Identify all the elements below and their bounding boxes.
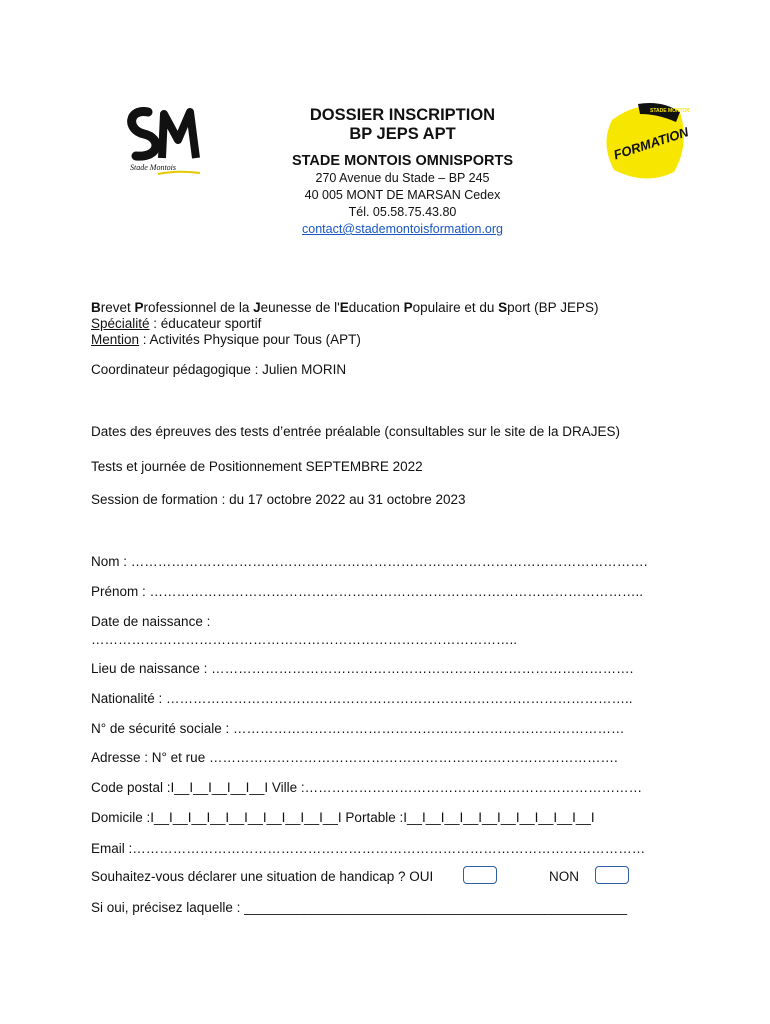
phone-fields[interactable]: Domicile :I__I__I__I__I__I__I__I__I__I__I Portable :I__I__I__I__I__I__I__I__I__I__I (91, 810, 595, 825)
stade-montois-logo (118, 100, 210, 184)
diploma-text: port (BP JEPS) (507, 300, 599, 315)
diploma-letter-p: P (134, 300, 144, 315)
birth-place-field[interactable]: Lieu de naissance : …………………………………………………………………………………. (91, 661, 634, 676)
diploma-letter-b: B (91, 300, 101, 315)
oui-checkbox[interactable] (463, 866, 497, 884)
birth-date-field[interactable]: ………………………………………………………………………………….. (91, 632, 518, 647)
nom-field[interactable]: Nom : ……………………………………………………………………………………………………. (91, 554, 648, 569)
non-label: NON (549, 869, 579, 884)
diploma-letter-e: E (339, 300, 349, 315)
diploma-text: eunesse de l' (260, 300, 340, 315)
coordinator-line: Coordinateur pédagogique : Julien MORIN (91, 362, 347, 377)
diploma-text: revet (100, 300, 135, 315)
formation-badge-icon (598, 98, 690, 182)
speciality-label: Spécialité (91, 316, 150, 331)
handicap-question: Souhaitez-vous déclarer une situation de handicap ? OUI (91, 869, 434, 884)
email-field[interactable]: Email :…………………………………………………………………………………………………… (91, 841, 646, 856)
non-checkbox[interactable] (595, 866, 629, 884)
address-line-1: 270 Avenue du Stade – BP 245 (315, 171, 490, 185)
diploma-letter-p2: P (403, 300, 413, 315)
mention-label: Mention (91, 332, 140, 347)
diploma-letter-j: J (253, 300, 261, 315)
formation-logo (598, 98, 690, 182)
ssn-field[interactable]: N° de sécurité sociale : …………………………………………………………………………… (91, 721, 625, 736)
logo-right-small-text: STADE MONTOIS (650, 108, 690, 114)
handicap-detail-field[interactable]: Si oui, précisez laquelle : ___________________________________________________ (91, 900, 627, 915)
address-line-2: 40 005 MONT DE MARSAN Cedex (304, 188, 501, 202)
title-line-1: DOSSIER INSCRIPTION (309, 106, 496, 124)
organization-name: STADE MONTOIS OMNISPORTS (291, 153, 513, 169)
nationality-field[interactable]: Nationalité : ………………………………………………………………………………………….. (91, 691, 633, 706)
mention-value: : Activités Physique pour Tous (APT) (139, 332, 361, 347)
speciality-value: : éducateur sportif (149, 316, 262, 331)
postal-city-field[interactable]: Code postal :I__I__I__I__I__I Ville :………………………………………………………………… (91, 780, 643, 795)
diploma-letter-s: S (498, 300, 508, 315)
contact-email-link[interactable]: contact@stademontoisformation.org (302, 222, 503, 236)
contact-block (200, 170, 605, 238)
speciality-line (91, 316, 261, 332)
diploma-text: opulaire et du (412, 300, 499, 315)
diploma-text: rofessionnel de la (143, 300, 254, 315)
birth-date-label: Date de naissance : (91, 614, 211, 629)
title-line-2: BP JEPS APT (349, 125, 456, 143)
diploma-text: ducation (348, 300, 404, 315)
session-line: Session de formation : du 17 octobre 2022 au 31 octobre 2023 (91, 492, 466, 507)
logo-right-text: FORMATION (611, 124, 690, 163)
phone-number: Tél. 05.58.75.43.80 (348, 205, 457, 219)
logo-left-text: Stade Montois (130, 163, 176, 172)
sm-logo-icon (118, 100, 210, 184)
positioning-line: Tests et journée de Positionnement SEPTEMBRE 2022 (91, 459, 423, 474)
mention-line (91, 332, 361, 348)
address-field[interactable]: Adresse : N° et rue ………………………………………………………………………………. (91, 750, 618, 765)
prenom-field[interactable]: Prénom : ……………………………………………………………………………………………….. (91, 584, 644, 599)
page-title (200, 106, 605, 144)
diploma-line (91, 300, 598, 316)
tests-dates-line: Dates des épreuves des tests d’entrée préalable (consultables sur le site de la DRAJES) (91, 424, 621, 439)
